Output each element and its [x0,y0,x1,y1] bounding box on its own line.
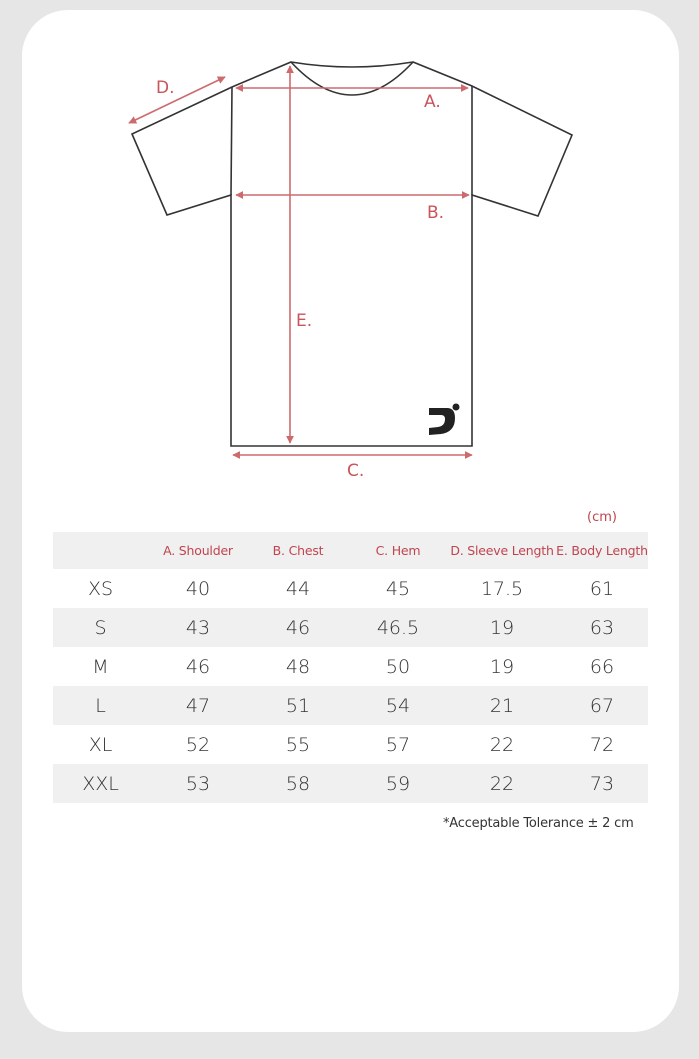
cell-hem: 46.5 [348,608,448,647]
cell-body: 61 [589,577,615,600]
unit-label: (cm) [587,510,617,525]
header-body-length: E. Body Length [556,532,648,569]
header-size [53,532,148,569]
header-hem: C. Hem [348,532,448,569]
cell-shoulder: 47 [148,686,248,725]
header-chest: B. Chest [248,532,348,569]
table-row [53,647,648,686]
tolerance-note: *Acceptable Tolerance ± 2 cm [443,816,634,831]
cell-sleeve: 22 [448,764,556,803]
cell-sleeve: 21 [448,686,556,725]
cell-shoulder: 40 [185,577,211,600]
cell-size: XL [88,733,113,756]
cell-hem: 50 [385,655,411,678]
label-c: C. [347,461,365,481]
cell-chest: 46 [248,608,348,647]
cell-body: 73 [556,764,648,803]
cell-body: 66 [589,655,615,678]
cell-shoulder: 53 [148,764,248,803]
table-row [53,764,648,803]
size-table [53,532,648,803]
brand-logo-icon [429,404,460,436]
tshirt-diagram [0,0,699,500]
cell-sleeve: 17.5 [480,577,524,600]
cell-hem: 45 [385,577,411,600]
label-d: D. [156,78,175,98]
cell-chest: 48 [285,655,311,678]
label-e: E. [296,311,313,331]
header-shoulder: A. Shoulder [148,532,248,569]
cell-size: S [53,608,148,647]
table-row [53,686,648,725]
cell-size: XS [87,577,114,600]
table-row [53,569,648,608]
arrow-d-sleeve [129,77,225,123]
cell-sleeve: 22 [489,733,515,756]
cell-chest: 51 [248,686,348,725]
cell-chest: 58 [248,764,348,803]
cell-sleeve: 19 [448,608,556,647]
measurement-arrows [129,66,472,455]
cell-shoulder: 46 [185,655,211,678]
cell-shoulder: 52 [185,733,211,756]
table-header-row [53,532,648,569]
cell-shoulder: 43 [148,608,248,647]
cell-sleeve: 19 [489,655,515,678]
cell-body: 72 [589,733,615,756]
label-a: A. [424,92,441,112]
cell-size: XXL [53,764,148,803]
tshirt-outline [132,62,572,446]
cell-size: L [53,686,148,725]
table-row [53,725,648,764]
cell-chest: 55 [285,733,311,756]
cell-body: 67 [556,686,648,725]
label-b: B. [427,203,445,223]
cell-hem: 59 [348,764,448,803]
cell-size: M [92,655,109,678]
cell-body: 63 [556,608,648,647]
cell-hem: 54 [348,686,448,725]
cell-hem: 57 [385,733,411,756]
table-row [53,608,648,647]
header-sleeve-length: D. Sleeve Length [448,532,556,569]
cell-chest: 44 [285,577,311,600]
